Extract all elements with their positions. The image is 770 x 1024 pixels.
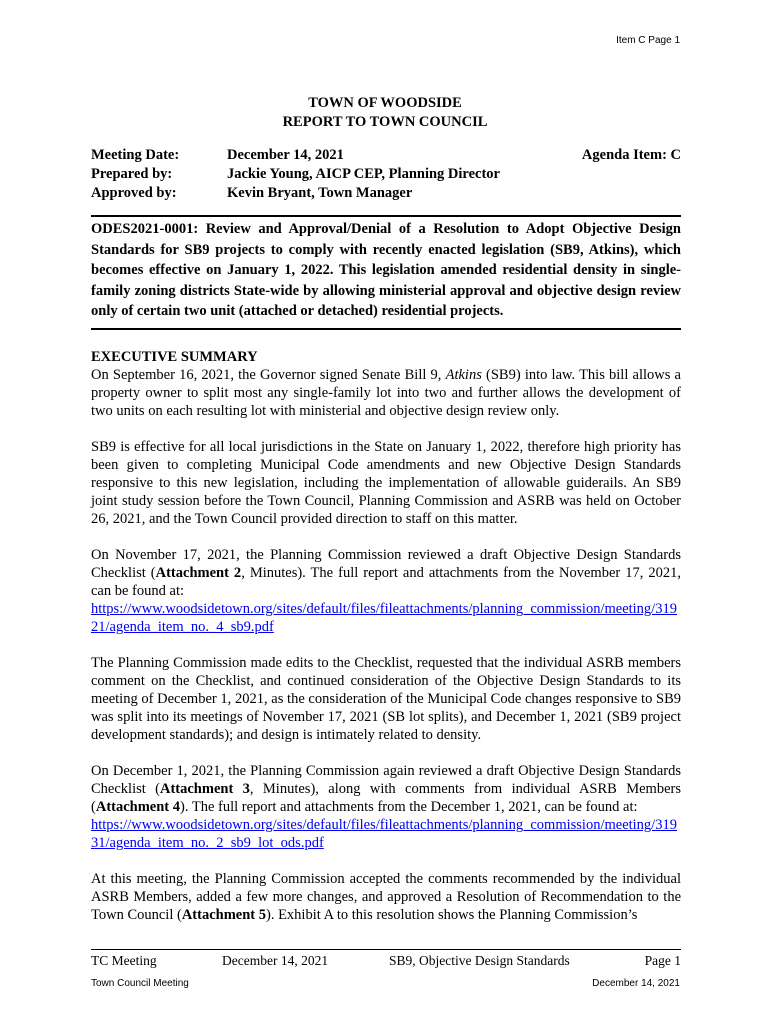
title-line-report: REPORT TO TOWN COUNCIL xyxy=(282,114,488,130)
paragraph-5-text-c: ). The full report and attachments from the December 1, 2021, can be found at: xyxy=(180,799,638,815)
executive-summary xyxy=(91,348,681,942)
bill-name-italic: Atkins xyxy=(445,367,482,383)
paragraph-4: The Planning Commission made edits to the Checklist, requested that the individual ASRB members comment on the Checklist, and continued consideration of the Objective Design Standards to its meeting of December 1, 2021, as the consideration of the Municipal Code changes responsive to SB9 was split into its meetings of November 17, 2021 (SB lot splits), and December 1, 2021 (SB9 project development standards); and design is intimately related to density. xyxy=(91,655,681,743)
paragraph-5-text-a: On December 1, 2021, the Planning Commission again reviewed a draft Objective Design Standards Checklist ( xyxy=(91,763,681,797)
footer-meeting: TC Meeting xyxy=(91,953,157,968)
footer-topic: SB9, Objective Design Standards xyxy=(389,953,570,968)
report-title xyxy=(0,94,770,132)
approved-by-label: Approved by: xyxy=(91,185,177,201)
prepared-by-label: Prepared by: xyxy=(91,166,173,182)
nov-17-report-link[interactable]: https://www.woodsidetown.org/sites/default/files/fileattachments/planning_commission/meeting/31921/agenda_item_no._4_sb9.pdf xyxy=(91,601,677,635)
page-header: Item C Page 1 xyxy=(616,35,680,46)
footer-page: Page 1 xyxy=(644,953,681,968)
paragraph-6 xyxy=(91,870,681,924)
approved-by-row xyxy=(91,184,681,203)
paragraph-3-text-a: On November 17, 2021, the Planning Commission reviewed a draft Objective Design Standards Checklist ( xyxy=(91,547,681,581)
paragraph-3 xyxy=(91,546,681,636)
paragraph-2: SB9 is effective for all local jurisdictions in the State on January 1, 2022, therefore high priority has been given to completing Municipal Code amendments and new Objective Design Standards responsive to this new legislation, including the implementation of allowable guiderails. An SB9 joint study session before the Town Council, Planning Commission and ASRB was held on October 26, 2021, and the Town Council provided direction to staff on this matter. xyxy=(91,439,681,527)
paragraph-3-text-b: , Minutes). The full report and attachments from the November 17, 2021, can be found at: xyxy=(91,565,682,599)
footer-divider xyxy=(91,949,681,950)
meeting-meta xyxy=(91,146,681,203)
footer-date: December 14, 2021 xyxy=(222,953,329,968)
attachment-5-ref: Attachment 5 xyxy=(181,907,266,923)
dec-1-report-link[interactable]: https://www.woodsidetown.org/sites/default/files/fileattachments/planning_commission/meeting/31931/agenda_item_no._2_sb9_lot_ods.pdf xyxy=(91,817,677,851)
approved-by-value: Kevin Bryant, Town Manager xyxy=(227,185,413,201)
report-subject: ODES2021-0001: Review and Approval/Denial of a Resolution to Adopt Objective Design Standards for SB9 projects to comply with recently enacted legislation (SB9, Atkins), which becomes effective on January 1, 2022. This legislation amended residential density in single-family zoning districts State-wide by allowing ministerial approval and objective design review only of certain two unit (attached or detached) residential projects. xyxy=(91,221,681,319)
attachment-3-ref: Attachment 3 xyxy=(159,781,250,797)
paragraph-6-text-a: At this meeting, the Planning Commission accepted the comments recommended by the individual ASRB Members, added a few more changes, and approved a Resolution of Recommendation to the Town Council ( xyxy=(91,871,681,923)
divider-bottom xyxy=(91,328,681,330)
meeting-date-value: December 14, 2021 xyxy=(227,147,344,163)
meeting-date-label: Meeting Date: xyxy=(91,147,180,163)
title-line-town: TOWN OF WOODSIDE xyxy=(308,95,462,111)
divider-top xyxy=(91,215,681,217)
paragraph-5-text-b: , Minutes), along with comments from individual ASRB Members ( xyxy=(91,781,681,815)
paragraph-1-text-a: On September 16, 2021, the Governor signed Senate Bill 9, xyxy=(91,367,446,383)
paragraph-1-text-b: (SB9) into law. This bill allows a property owner to split most any single-family lot into two and further allows the development of two units on each resulting lot with ministerial and objective design review only. xyxy=(91,367,681,419)
prepared-by-row xyxy=(91,165,681,184)
agenda-item: Agenda Item: C xyxy=(581,147,681,163)
attachment-2-ref: Attachment 2 xyxy=(155,565,242,581)
paragraph-5 xyxy=(91,762,681,852)
paragraph-1 xyxy=(91,366,681,420)
prepared-by-value: Jackie Young, AICP CEP, Planning Director xyxy=(227,166,500,182)
attachment-4-ref: Attachment 4 xyxy=(95,799,181,815)
bottom-date-label: December 14, 2021 xyxy=(592,978,680,989)
section-heading: EXECUTIVE SUMMARY xyxy=(91,349,258,365)
paragraph-6-text-b: ). Exhibit A to this resolution shows the Planning Commission’s xyxy=(265,907,638,923)
bottom-meeting-label: Town Council Meeting xyxy=(91,978,189,989)
